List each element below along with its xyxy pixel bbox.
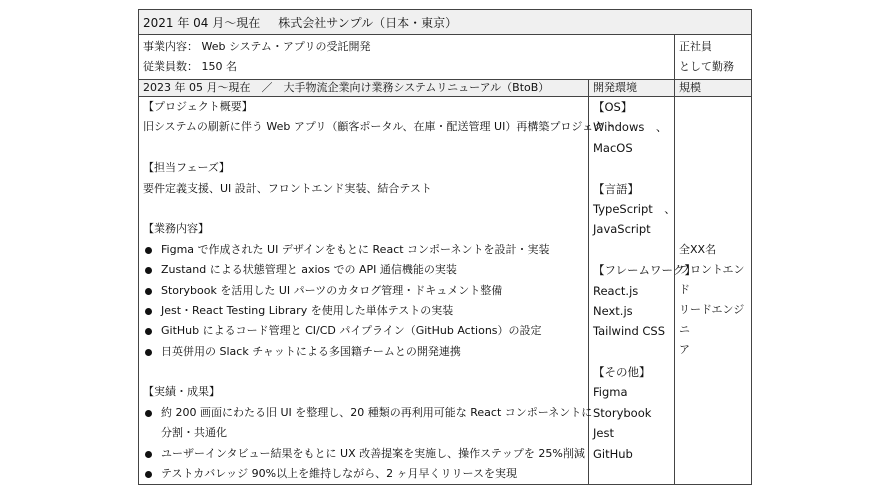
spacer — [143, 199, 584, 219]
env-line: TypeScript 、 — [593, 201, 676, 216]
business-content-value: Web システム・アプリの受託開発 — [201, 40, 371, 53]
business-content-line — [143, 37, 670, 57]
duties-heading: 【業務内容】 — [143, 222, 209, 236]
phase-heading: 【担当フェーズ】 — [143, 161, 230, 175]
env-line: 【その他】 — [593, 365, 651, 380]
employment-header-cell — [139, 10, 752, 35]
scale-line: フロントエンド — [679, 262, 745, 296]
business-info-cell — [139, 35, 675, 80]
career-table — [138, 9, 752, 485]
result-item: 約 200 画面にわたる旧 UI を整理し、20 種類の再利用可能な React コンポーネントに — [143, 403, 584, 423]
scale-line: リードエンジニ — [679, 302, 745, 336]
env-line: React.js — [593, 283, 639, 298]
duty-item: GitHub によるコード管理と CI/CD パイプライン（GitHub Actions）の設定 — [143, 321, 584, 341]
employment-header-row — [139, 10, 752, 35]
env-line: Tailwind CSS — [593, 324, 666, 339]
employment-type-line-1: 正社員 — [679, 40, 712, 53]
env-line: 【言語】 — [593, 181, 639, 196]
env-line: Windows 、 — [593, 120, 668, 135]
employee-count-value: 150 名 — [201, 60, 237, 73]
result-item: テストカバレッジ 90%以上を維持しながら、2 ヶ月早くリリースを実現 — [143, 464, 584, 484]
spacer — [143, 138, 584, 158]
employee-count-label: 従業員数： — [143, 60, 198, 73]
scale-content — [679, 222, 747, 360]
scale-cell — [675, 97, 752, 485]
business-info-row — [139, 35, 752, 80]
env-line: MacOS — [593, 140, 633, 155]
env-line: Jest — [593, 426, 614, 441]
env-header-cell: 開発環境 — [589, 80, 675, 97]
env-line: 【OS】 — [593, 100, 633, 114]
env-line: Storybook — [593, 405, 652, 420]
duty-item: Zustand による状態管理と axios での API 通信機能の実装 — [143, 260, 584, 280]
employment-period: 2021 年 04 月～現在 — [143, 15, 261, 30]
project-header-row — [139, 80, 752, 97]
result-item: ユーザーインタビュー結果をもとに UX 改善提案を実施し、操作ステップを 25%削減 — [143, 444, 584, 464]
company-name: 株式会社サンプル（日本・東京） — [278, 15, 458, 30]
results-heading: 【実績・成果】 — [143, 385, 220, 399]
duty-item: Storybook を活用した UI パーツのカタログ管理・ドキュメント整備 — [143, 281, 584, 301]
spacer — [593, 342, 670, 362]
env-line: JavaScript — [593, 222, 651, 237]
scale-line: ア — [679, 342, 690, 356]
result-item-continuation: 分割・共通化 — [161, 426, 227, 440]
employment-type-line-2: として勤務 — [679, 60, 734, 73]
duty-item: Jest・React Testing Library を使用した単体テストの実装 — [143, 301, 584, 321]
scale-line: 全XX名 — [679, 242, 717, 256]
dev-environment-cell — [589, 97, 697, 485]
env-line: 【フレームワーク】 — [593, 263, 697, 278]
spacer — [143, 362, 584, 382]
project-body-row — [139, 97, 752, 485]
project-title-cell: 2023 年 05 月～現在 ／ 大手物流企業向け業務システムリニューアル（BtoB） — [139, 80, 589, 97]
overview-heading: 【プロジェクト概要】 — [143, 100, 253, 113]
env-line: Next.js — [593, 303, 633, 318]
spacer — [593, 240, 670, 260]
career-sheet — [138, 9, 751, 495]
employee-count-line — [143, 57, 670, 77]
employment-type-cell — [675, 35, 752, 80]
env-line: GitHub — [593, 446, 633, 461]
env-line: Figma — [593, 385, 628, 400]
duty-item: Figma で作成された UI デザインをもとに React コンポーネントを設計・実装 — [143, 240, 584, 260]
business-content-label: 事業内容： — [143, 40, 198, 53]
scale-header-cell: 規模 — [675, 80, 752, 97]
overview-text: 旧システムの刷新に伴う Web アプリ（顧客ポータル、在庫・配送管理 UI）再構築プロジェクト — [143, 120, 616, 134]
spacer — [593, 158, 670, 178]
phase-text: 要件定義支援、UI 設計、フロントエンド実装、結合テスト — [143, 181, 432, 195]
duty-item: 日英併用の Slack チャットによる多国籍チームとの開発連携 — [143, 342, 584, 362]
